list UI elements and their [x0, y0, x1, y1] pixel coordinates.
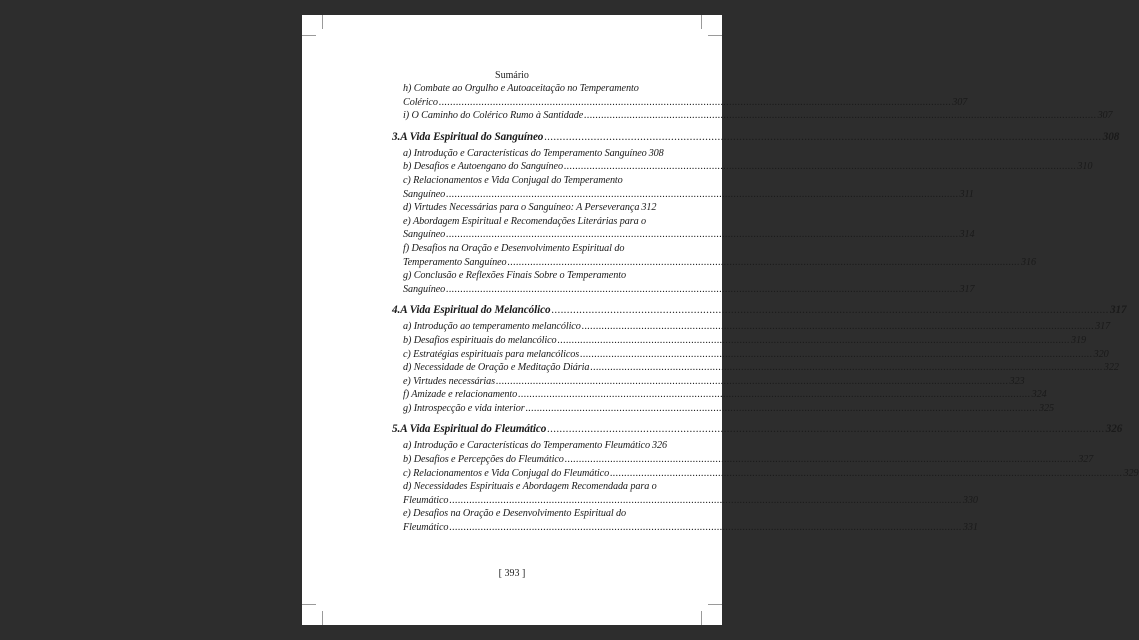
toc-entry-title: 5.A Vida Espiritual do Fleumático [392, 423, 547, 436]
toc-page-number: 322 [1103, 362, 1119, 374]
toc-entry-title: d) Virtudes Necessárias para o Sanguíneo: A Perseverança [403, 202, 640, 214]
toc-page-number: 330 [962, 494, 978, 506]
dot-leader [552, 303, 1109, 317]
dot-leader [610, 467, 1122, 481]
toc-entry-title: c) Relacionamentos e Vida Conjugal do Fleumático [403, 467, 610, 479]
toc-page-number: 308 [1102, 130, 1120, 143]
toc-page-number: 317 [1109, 304, 1127, 317]
toc-page-number: 316 [1020, 256, 1036, 268]
crop-mark [708, 604, 722, 605]
toc-entry-title-line: e) Abordagem Espiritual e Recomendações Literárias para o [403, 215, 647, 227]
toc-entry-title: e) Virtudes necessárias [403, 375, 496, 387]
toc-entry-title: i) O Caminho do Colérico Rumo à Santidade [403, 110, 584, 122]
toc-entry-title-line: d) Necessidades Espirituais e Abordagem Recomendada para o [403, 481, 657, 493]
toc-page-number: 331 [962, 522, 978, 534]
toc-entry-title: 4.A Vida Espiritual do Melancólico [392, 304, 551, 317]
toc-entry-title-line: e) Desafios na Oração e Desenvolvimento Espiritual do [403, 508, 627, 520]
toc-entry[interactable] [392, 82, 968, 109]
toc-entry-title: a) Introdução ao temperamento melancólico [403, 321, 581, 333]
crop-mark [701, 15, 702, 29]
crop-mark [322, 611, 323, 625]
toc-entry-title: 3.A Vida Espiritual do Sanguíneo [392, 130, 544, 143]
dot-leader [508, 256, 1020, 270]
dot-leader [564, 160, 1076, 174]
dot-leader [590, 361, 1102, 375]
toc-entry-title-line: f) Desafios na Oração e Desenvolvimento Espiritual do [403, 242, 625, 254]
toc-page-number: 317 [959, 283, 975, 295]
toc-entry-title: a) Introdução e Características do Temperamento Fleumático [403, 440, 650, 452]
page-number: [ 393 ] [498, 568, 526, 579]
dot-leader [565, 453, 1077, 467]
toc-page-number: 324 [1031, 389, 1047, 401]
toc-chapter[interactable] [392, 422, 1123, 436]
dot-leader [544, 130, 1101, 144]
toc-chapter[interactable] [392, 130, 1120, 144]
toc-entry-title: a) Introdução e Características do Temperamento Sanguíneo [403, 147, 647, 159]
toc-entry-title: d) Necessidade de Oração e Meditação Diária [403, 362, 590, 374]
dot-leader [582, 320, 1094, 334]
toc-page-number: 326 [1105, 423, 1123, 436]
dot-leader [518, 388, 1030, 402]
table-of-contents [392, 82, 1139, 535]
toc-page-number: 310 [1077, 161, 1093, 173]
toc-page-number: 323 [1009, 375, 1025, 387]
toc-entry[interactable] [392, 269, 975, 296]
toc-entry-title: Fleumático [403, 522, 449, 534]
toc-page-number: 314 [959, 229, 975, 241]
toc-entry-title: g) Introspecção e vida interior [403, 402, 525, 414]
toc-page-number: 311 [959, 188, 974, 200]
toc-entry[interactable] [392, 109, 1113, 123]
toc-page-number: 307 [1097, 110, 1113, 122]
toc-page-number: 312 [641, 202, 657, 214]
toc-entry[interactable] [392, 174, 974, 201]
dot-leader [446, 188, 958, 202]
toc-page-number: 326 [651, 440, 667, 452]
dot-leader [446, 228, 958, 242]
toc-entry-title-line: g) Conclusão e Reflexões Finais Sobre o Temperamento [403, 270, 626, 282]
dot-leader [526, 402, 1038, 416]
document-page [302, 15, 1139, 625]
toc-entry[interactable] [392, 201, 656, 215]
toc-page-number: 307 [952, 96, 968, 108]
toc-entry-title: b) Desafios espirituais do melancólico [403, 334, 557, 346]
toc-entry[interactable] [392, 480, 978, 507]
toc-entry[interactable] [392, 507, 978, 534]
toc-entry[interactable] [392, 361, 1119, 375]
toc-entry[interactable] [392, 348, 1109, 362]
toc-page-number: 308 [648, 147, 664, 159]
toc-entry[interactable] [392, 242, 1036, 269]
toc-entry[interactable] [392, 453, 1094, 467]
toc-entry-title: Sanguíneo [403, 283, 446, 295]
crop-mark [322, 15, 323, 29]
toc-entry[interactable] [392, 215, 975, 242]
toc-entry[interactable] [392, 467, 1139, 481]
toc-entry[interactable] [392, 439, 667, 453]
toc-entry-title: Sanguíneo [403, 188, 446, 200]
toc-page-number: 325 [1039, 402, 1054, 414]
running-header: Sumário [495, 70, 529, 81]
toc-entry-title: f) Amizade e relacionamento [403, 389, 518, 401]
toc-entry-title: b) Desafios e Percepções do Fleumático [403, 454, 564, 466]
toc-entry-title-line: h) Combate ao Orgulho e Autoaceitação no Temperamento [403, 83, 639, 94]
toc-page-number: 317 [1095, 321, 1111, 333]
toc-page-number: 327 [1078, 454, 1094, 466]
toc-chapter[interactable] [392, 303, 1127, 317]
dot-leader [584, 109, 1096, 123]
dot-leader [580, 348, 1092, 362]
toc-page-number: 329 [1123, 467, 1139, 479]
toc-entry[interactable] [392, 147, 664, 161]
dot-leader [496, 375, 1008, 389]
crop-mark [302, 35, 316, 36]
toc-entry-title: c) Estratégias espirituais para melancólicos [403, 348, 580, 360]
toc-entry-title: Fleumático [403, 494, 449, 506]
toc-entry[interactable] [392, 375, 1025, 389]
toc-page-number: 320 [1093, 348, 1109, 360]
toc-entry[interactable] [392, 160, 1093, 174]
toc-entry-title: Colérico [403, 96, 438, 108]
crop-mark [302, 604, 316, 605]
crop-mark [708, 35, 722, 36]
toc-entry[interactable] [392, 334, 1086, 348]
toc-entry[interactable] [392, 402, 1054, 416]
toc-page-number: 319 [1070, 334, 1086, 346]
dot-leader [439, 96, 951, 110]
toc-entry-title: Sanguíneo [403, 229, 446, 241]
toc-entry[interactable] [392, 320, 1111, 334]
dot-leader [449, 521, 961, 535]
toc-entry-title-line: c) Relacionamentos e Vida Conjugal do Temperamento [403, 174, 623, 186]
dot-leader [547, 422, 1104, 436]
dot-leader [558, 334, 1070, 348]
dot-leader [449, 494, 961, 508]
toc-entry[interactable] [392, 388, 1047, 402]
crop-mark [701, 611, 702, 625]
dot-leader [446, 283, 958, 297]
toc-entry-title: b) Desafios e Autoengano do Sanguíneo [403, 161, 563, 173]
toc-entry-title: Temperamento Sanguíneo [403, 256, 507, 268]
